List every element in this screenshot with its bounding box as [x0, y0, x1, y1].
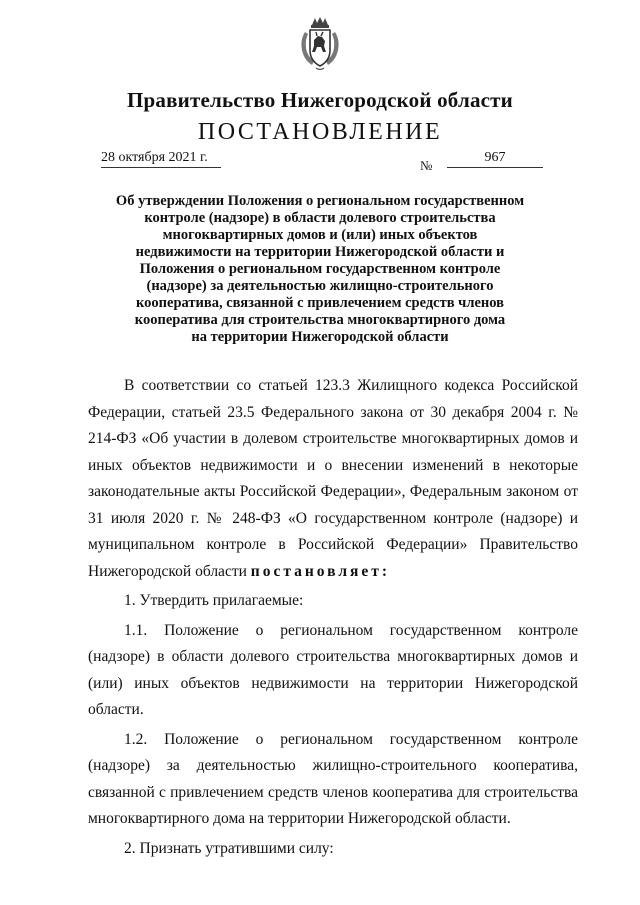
document-number: 967 — [447, 150, 543, 168]
title-line: Положения о региональном государственном контроле — [139, 261, 501, 277]
document-type: ПОСТАНОВЛЕНИЕ — [197, 119, 443, 145]
document-body — [88, 373, 578, 862]
decrees-word: постановляет: — [250, 562, 391, 580]
title-line: кооператива для строительства многоквартирного дома — [134, 312, 506, 328]
item-1-2: 1.2. Положение о региональном государственном контроле (надзоре) за деятельностью жилищно-строительного кооператива, связанной с привлечением средств членов кооператива для строительства многоквартирного дома на территории Нижегородской области. — [88, 730, 578, 827]
preamble-paragraph — [88, 373, 578, 585]
title-line: на территории Нижегородской области — [191, 329, 449, 345]
item-1: 1. Утвердить прилагаемые: — [124, 592, 304, 609]
number-sign: № — [420, 158, 433, 173]
title-line: недвижимости на территории Нижегородской области и — [135, 244, 505, 260]
document-date: 28 октября 2021 г. — [101, 150, 221, 168]
preamble-text: В соответствии со статьей 123.3 Жилищного кодекса Российской Федерации, статьей 23.5 Федерального закона от 30 декабря 2004 г. № 214-ФЗ «Об участии в долевом строительстве многоквартирных домов и иных объектов недвижимости и о внесении изменений в некоторые законодательные акты Российской Федерации», Федеральным законом от 31 июля 2020 г. № 248-ФЗ «О государственном контроле (надзоре) и муниципальном контроле в Российской Федерации» Правительство Нижегородской области — [88, 377, 578, 580]
document-title — [90, 193, 550, 346]
title-line: (надзоре) за деятельностью жилищно-строительного — [146, 278, 494, 294]
item-2: 2. Признать утратившими силу: — [124, 839, 334, 857]
title-line: контроле (надзоре) в области долевого строительства — [144, 210, 496, 226]
government-name: Правительство Нижегородской области — [127, 88, 513, 112]
item-1-1: 1.1. Положение о региональном государственном контроле (надзоре) в области долевого строительства многоквартирных домов и (или) иных объектов недвижимости на территории Нижегородской области. — [88, 621, 578, 718]
title-line: многоквартирных домов и (или) иных объектов — [162, 227, 478, 243]
coat-of-arms-icon — [299, 16, 341, 72]
title-line: кооператива, связанной с привлечением средств членов — [136, 295, 504, 311]
title-line: Об утверждении Положения о региональном государственном — [115, 193, 525, 209]
